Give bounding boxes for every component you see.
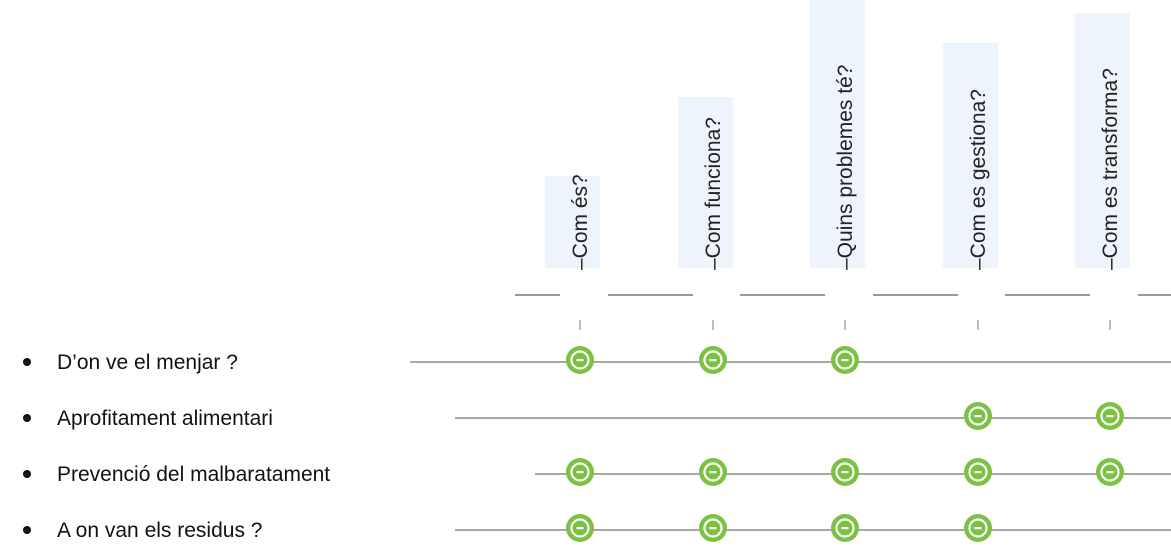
check-marker-icon xyxy=(1096,402,1124,430)
check-marker-icon xyxy=(566,346,594,374)
column-label: –Com funciona? xyxy=(702,117,725,270)
check-marker-icon xyxy=(964,402,992,430)
header-separator xyxy=(515,295,1171,330)
column-headers xyxy=(545,0,1130,270)
row-bullet xyxy=(23,526,31,534)
row-bullet xyxy=(23,414,31,422)
column-label: –Com es transforma? xyxy=(1099,68,1122,270)
check-marker-icon xyxy=(831,346,859,374)
column-label: –Com és? xyxy=(569,174,592,270)
check-marker-icon xyxy=(566,514,594,542)
row-label: A on van els residus ? xyxy=(57,519,263,542)
check-marker-icon xyxy=(699,514,727,542)
check-marker-icon xyxy=(831,514,859,542)
row-label: Aprofitament alimentari xyxy=(57,407,273,430)
check-marker-icon xyxy=(964,514,992,542)
topic-rows xyxy=(23,351,1171,542)
check-marker-icon xyxy=(1096,458,1124,486)
check-marker-icon xyxy=(566,458,594,486)
row-label: D’on ve el menjar ? xyxy=(57,351,238,374)
row-bullet xyxy=(23,358,31,366)
column-label: –Com es gestiona? xyxy=(967,89,990,270)
check-marker-icon xyxy=(964,458,992,486)
check-marker-icon xyxy=(699,458,727,486)
row-bullet xyxy=(23,470,31,478)
column-label: –Quins problemes té? xyxy=(834,64,857,270)
check-marker-icon xyxy=(699,346,727,374)
row-label: Prevenció del malbaratament xyxy=(57,463,331,486)
check-marker-icon xyxy=(831,458,859,486)
matrix-markers xyxy=(566,346,1124,542)
